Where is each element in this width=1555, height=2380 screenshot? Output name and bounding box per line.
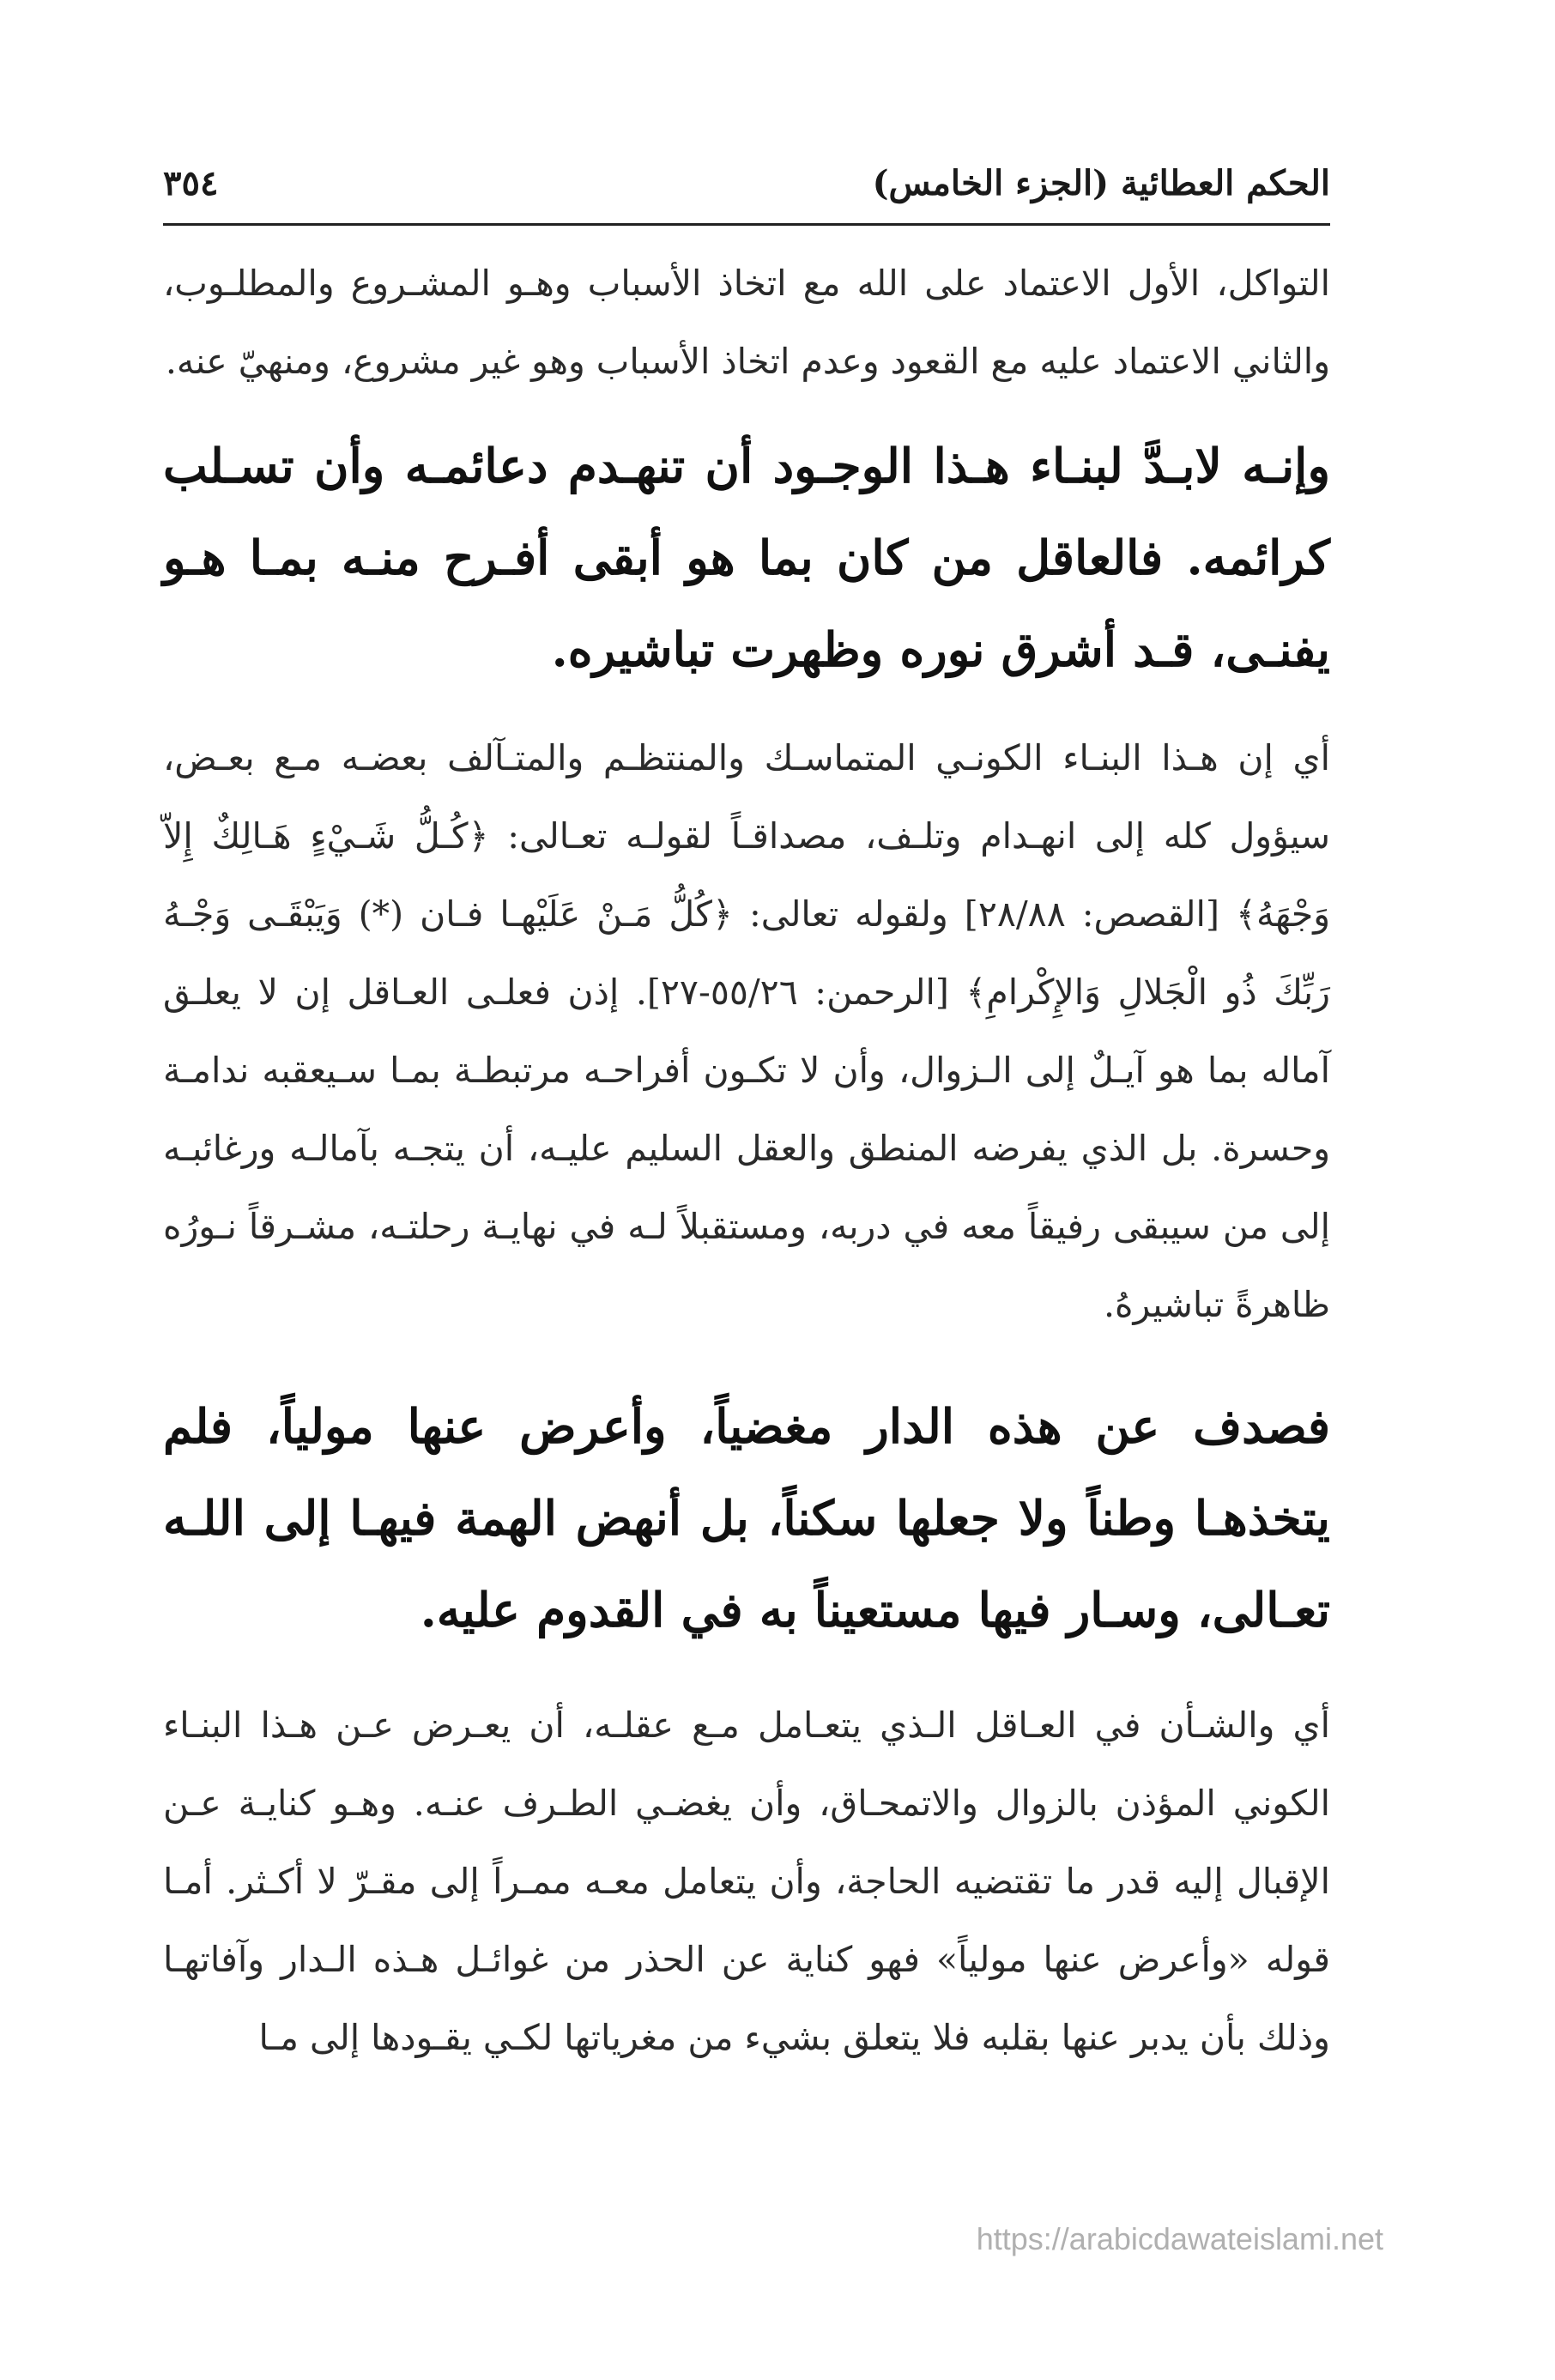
body-paragraph: التواكل، الأول الاعتماد على الله مع اتخاذ الأسباب وهـو المشـروع والمطلـوب، والثاني الاعتماد عليه مع القعود وعدم اتخاذ الأسباب وهو غير مشروع، ومنهيّ عنه.	[163, 263, 1330, 382]
header-divider	[163, 223, 1330, 226]
page-body	[163, 245, 1330, 2077]
spacer	[163, 695, 1330, 719]
body-paragraph: أي إن هـذا البنـاء الكونـي المتماسـك والمنتظـم والمتـآلف بعضـه مـع بعـض، سيؤول كله إلى انهـدام وتلـف، مصداقـاً لقولـه تعـالى: ﴿كُـلُّ شَـيْءٍ هَـالِكٌ إِلاّ وَجْهَهُ﴾ [القصص: ٢٨/٨٨] ولقوله تعالى: ﴿كُلُّ مَـنْ عَلَيْهـا فـان (*) وَيَبْقَـى وَجْـهُ رَبِّكَ ذُو الْجَلالِ وَالإِكْرامِ﴾ [الرحمن: ٥٥/٢٦-٢٧]. إذن فعلـى العـاقل إن لا يعلـق آماله بما هو آيـلٌ إلى الـزوال، وأن لا تكـون أفراحـه مرتبطـة بمـا سـيعقبه ندامـة وحسرة. بل الذي يفرضه المنطق والعقل السليم عليـه، أن يتجـه بآمالـه ورغائبـه إلى من سيبقى رفيقاً معه في دربه، ومستقبلاً لـه في نهايـة رحلتـه، مشـرقاً نـورُه ظاهرةً تباشيرهُ.	[163, 737, 1330, 1325]
spacer	[163, 401, 1330, 420]
spacer	[163, 1344, 1330, 1380]
page-number: ٣٥٤	[163, 162, 219, 203]
body-paragraph: أي والشـأن في العـاقل الـذي يتعـامل مـع عقلـه، أن يعـرض عـن هـذا البنـاء الكوني المؤذن بالزوال والاتمحـاق، وأن يغضـي الطـرف عنـه. وهـو كنايـة عـن الإقبال إليه قدر ما تقتضيه الحاجة، وأن يتعامل معـه ممـراً إلى مقـرّ لا أكـثر. أمـا قوله «وأعرض عنها مولياً» فهو كناية عن الحذر من غوائـل هـذه الـدار وآفاتهـا وذلك بأن يدبر عنها بقلبه فلا يتعلق بشيء من مغرياتها لكـي يقـودها إلى مـا	[163, 1705, 1330, 2058]
watermark-url: https://arabicdawateislami.net	[976, 2221, 1383, 2256]
bold-quote-paragraph: وإنـه لابـدَّ لبنـاء هـذا الوجـود أن تنهـدم دعائمـه وأن تسـلب كرائمه. فالعاقل من كان بما هو أبقى أفـرح منـه بمـا هـو يفنـى، قـد أشرق نوره وظهرت تباشيره.	[163, 438, 1330, 677]
bold-quote-paragraph: فصدف عن هذه الدار مغضياً، وأعرض عنها مولياً، فلم يتخذهـا وطناً ولا جعلها سكناً، بل أنهض الهمة فيهـا إلى اللـه تعـالى، وسـار فيها مستعيناً به في القدوم عليه.	[163, 1398, 1330, 1638]
spacer	[163, 1656, 1330, 1687]
running-header	[163, 153, 1330, 213]
header-title: الحكم العطائية (الجزء الخامس)	[872, 162, 1330, 203]
